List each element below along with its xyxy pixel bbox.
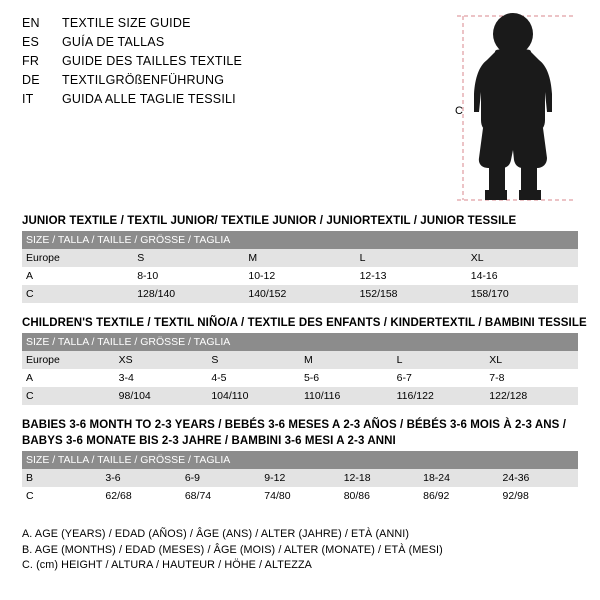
cell: 128/140 [133,285,244,303]
cell: 12-13 [356,267,467,285]
cell: 92/98 [499,487,578,505]
section-childrens-textile [22,317,587,405]
cell: S [133,249,244,267]
row-label: Europe [22,351,115,369]
language-title-block [22,14,442,109]
section-title: BABIES 3-6 MONTH TO 2-3 YEARS / BEBÉS 3-6 MESES A 2-3 AÑOS / BÉBÉS 3-6 MOIS À 2-3 ANS / [22,419,566,431]
table-header-label: SIZE / TALLA / TAILLE / GRÖSSE / TAGLIA [22,451,578,469]
table-row [22,387,578,405]
section-title-line2: BABYS 3-6 MONATE BIS 2-3 JAHRE / BAMBINI 3-6 MESI A 2-3 ANNI [22,435,396,447]
cell: M [300,351,393,369]
cell: 18-24 [419,469,498,487]
language-title: GUIDE DES TAILLES TEXTILE [62,54,243,68]
cell: 10-12 [244,267,355,285]
silhouette-icon [455,8,585,208]
cell: 6-7 [393,369,486,387]
language-row [22,90,442,109]
section-title: CHILDREN'S TEXTILE / TEXTIL NIÑO/A / TEXTILE DES ENFANTS / KINDERTEXTIL / BAMBINI TESSILE [22,317,587,329]
cell: 104/110 [207,387,300,405]
cell: 152/158 [356,285,467,303]
language-title: TEXTILGRÖßENFÜHRUNG [62,73,225,87]
cell: XL [485,351,578,369]
cell: 12-18 [340,469,419,487]
cell: 140/152 [244,285,355,303]
table-row [22,267,578,285]
cell: 8-10 [133,267,244,285]
table-row [22,369,578,387]
cell: 3-6 [101,469,180,487]
cell: 14-16 [467,267,578,285]
cell: 74/80 [260,487,339,505]
cell: 110/116 [300,387,393,405]
row-label: Europe [22,249,133,267]
cell: 9-12 [260,469,339,487]
row-label: C [22,387,115,405]
row-label: C [22,285,133,303]
cell: 6-9 [181,469,260,487]
table-row [22,351,578,369]
height-guide-label: C [455,105,463,117]
language-row [22,52,442,71]
language-title: GUÍA DE TALLAS [62,35,165,49]
cell: L [393,351,486,369]
row-label: C [22,487,101,505]
cell: M [244,249,355,267]
table-row [22,469,578,487]
table-header-label: SIZE / TALLA / TAILLE / GRÖSSE / TAGLIA [22,333,578,351]
cell: 24-36 [499,469,578,487]
language-code: ES [22,35,40,49]
child-silhouette-figure [455,8,585,208]
table-row [22,249,578,267]
cell: 4-5 [207,369,300,387]
section-title: JUNIOR TEXTILE / TEXTIL JUNIOR/ TEXTILE JUNIOR / JUNIORTEXTIL / JUNIOR TESSILE [22,215,517,227]
footnote-b: B. AGE (MONTHS) / EDAD (MESES) / ÂGE (MOIS) / ALTER (MONATE) / ETÀ (MESI) [22,543,443,556]
language-row [22,71,442,90]
cell: 116/122 [393,387,486,405]
cell: S [207,351,300,369]
table-header-row [22,451,578,469]
language-row [22,33,442,52]
cell: XS [115,351,208,369]
cell: 5-6 [300,369,393,387]
language-title: GUIDA ALLE TAGLIE TESSILI [62,92,236,106]
cell: 80/86 [340,487,419,505]
table-row [22,487,578,505]
cell: 3-4 [115,369,208,387]
row-label: B [22,469,101,487]
language-code: FR [22,54,40,68]
footnotes-block [22,527,582,574]
size-table-junior [22,231,578,303]
cell: 86/92 [419,487,498,505]
table-header-row [22,333,578,351]
footnote-a: A. AGE (YEARS) / EDAD (AÑOS) / ÂGE (ANS) / ALTER (JAHRE) / ETÀ (ANNI) [22,528,410,540]
cell: 62/68 [101,487,180,505]
section-babies-textile [22,419,578,505]
cell: L [356,249,467,267]
size-table-children [22,333,578,405]
row-label: A [22,267,133,285]
section-junior-textile [22,215,578,303]
row-label: A [22,369,115,387]
table-header-label: SIZE / TALLA / TAILLE / GRÖSSE / TAGLIA [22,231,578,249]
language-title: TEXTILE SIZE GUIDE [62,16,191,30]
language-code: DE [22,73,40,87]
cell: 7-8 [485,369,578,387]
table-header-row [22,231,578,249]
cell: XL [467,249,578,267]
language-row [22,14,442,33]
cell: 98/104 [115,387,208,405]
language-code: IT [22,92,34,106]
size-table-babies [22,451,578,505]
cell: 68/74 [181,487,260,505]
footnote-c: C. (cm) HEIGHT / ALTURA / HAUTEUR / HÖHE / ALTEZZA [22,559,312,571]
table-row [22,285,578,303]
cell: 158/170 [467,285,578,303]
cell: 122/128 [485,387,578,405]
language-code: EN [22,16,40,30]
